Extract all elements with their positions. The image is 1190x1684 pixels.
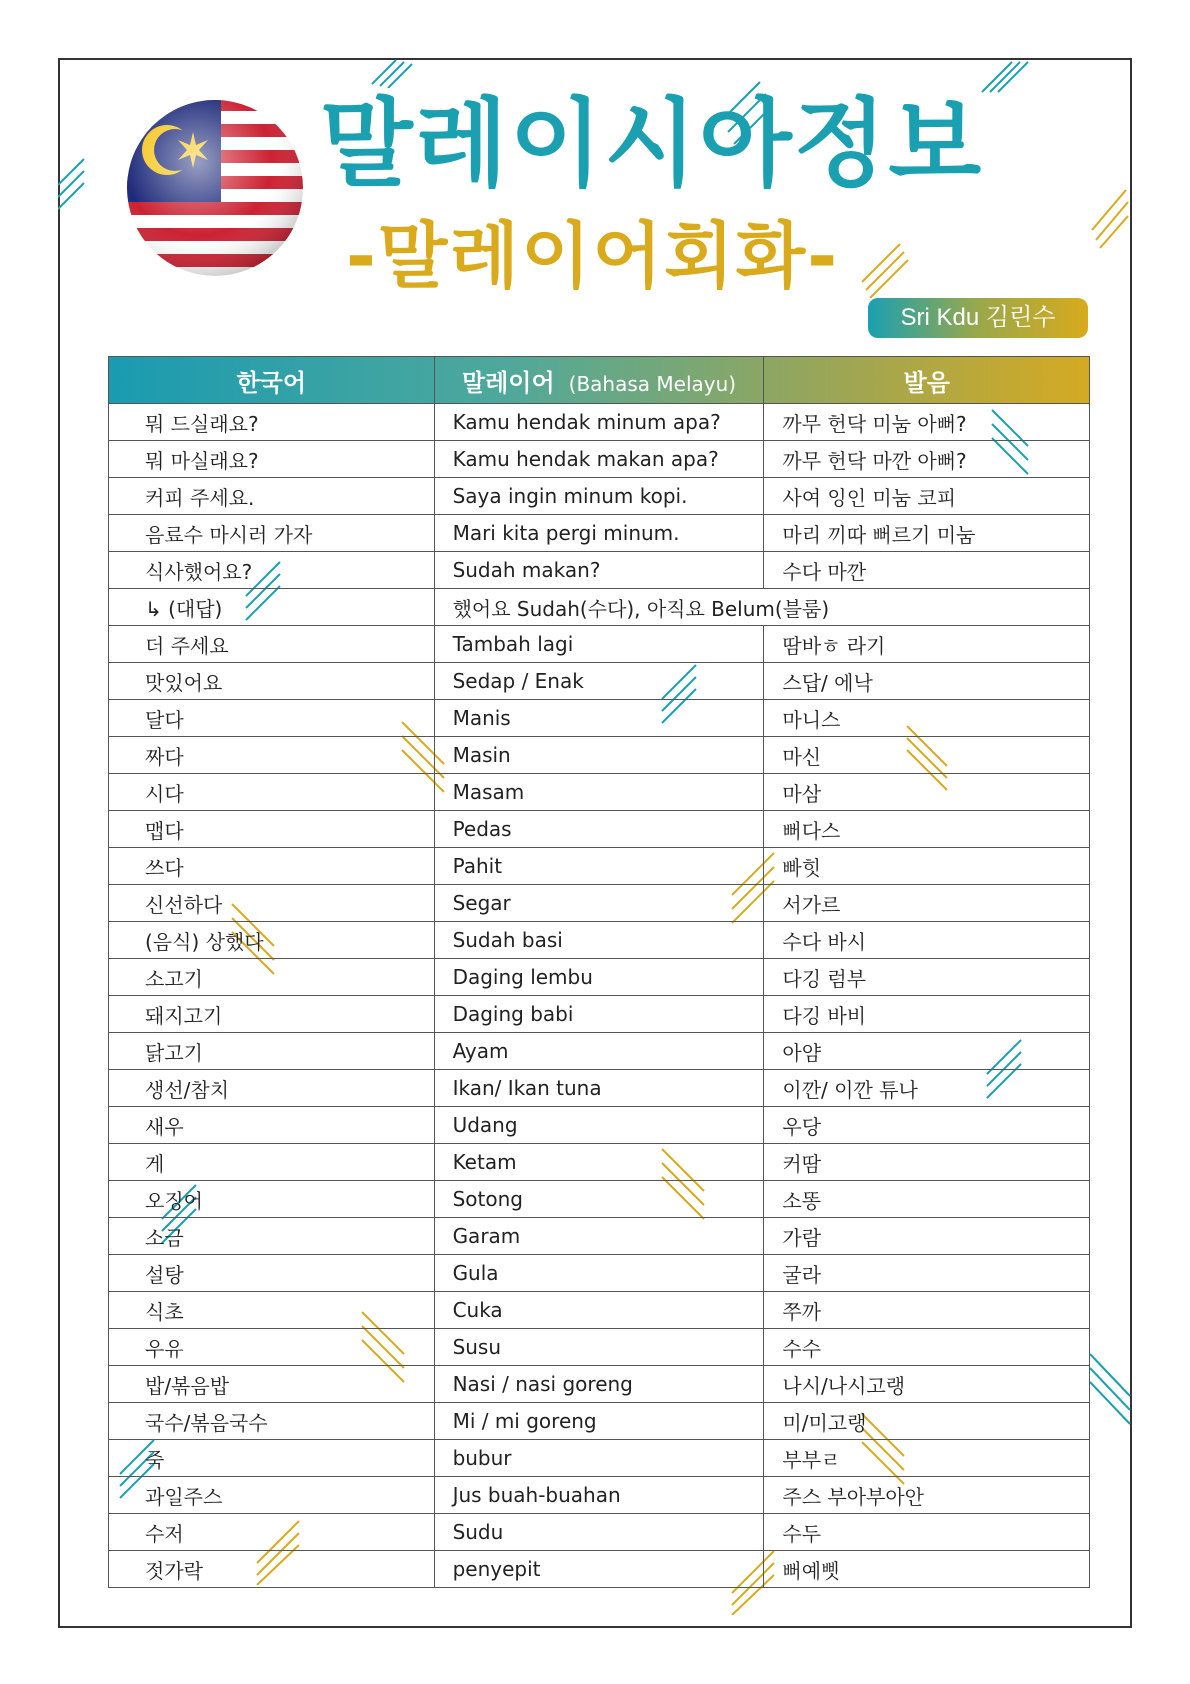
pronunciation-cell: 마신 (764, 737, 1090, 774)
decor-lines-table12 (1088, 1350, 1132, 1430)
table-row (109, 404, 1090, 441)
pronunciation-cell: 스답/ 에낙 (764, 663, 1090, 700)
pronunciation-cell: 커땀 (764, 1144, 1090, 1181)
korean-cell: 닭고기 (109, 1033, 435, 1070)
pronunciation-cell: 수다 마깐 (764, 552, 1090, 589)
malay-cell: Ayam (434, 1033, 764, 1070)
pronunciation-cell: 마리 끼따 뻐르기 미눔 (764, 515, 1090, 552)
table-row (109, 1514, 1090, 1551)
decor-lines-left (58, 155, 88, 215)
table-row (109, 1292, 1090, 1329)
pronunciation-cell: 쭈까 (764, 1292, 1090, 1329)
korean-cell: 뭐 마실래요? (109, 441, 435, 478)
pronunciation-cell: 마삼 (764, 774, 1090, 811)
malay-cell: Mari kita pergi minum. (434, 515, 764, 552)
table-row (109, 1477, 1090, 1514)
column-header-pronunciation: 발음 (764, 357, 1090, 404)
korean-cell: 뭐 드실래요? (109, 404, 435, 441)
table-row (109, 1107, 1090, 1144)
malay-cell: penyepit (434, 1551, 764, 1588)
korean-cell: 국수/볶음국수 (109, 1403, 435, 1440)
pronunciation-cell: 땀바ㅎ 라기 (764, 626, 1090, 663)
table-row (109, 959, 1090, 996)
decor-lines-topright (980, 58, 1030, 94)
pronunciation-cell: 서가르 (764, 885, 1090, 922)
table-header-row (109, 357, 1090, 404)
malay-cell: Masam (434, 774, 764, 811)
korean-cell: 생선/참치 (109, 1070, 435, 1107)
korean-cell: 식사했어요? (109, 552, 435, 589)
page-subtitle: -말레이어회화- (346, 214, 840, 298)
malay-cell: Manis (434, 700, 764, 737)
korean-cell: 짜다 (109, 737, 435, 774)
korean-cell: 신선하다 (109, 885, 435, 922)
korean-cell: 맛있어요 (109, 663, 435, 700)
malay-cell: Daging lembu (434, 959, 764, 996)
malay-cell: Masin (434, 737, 764, 774)
malay-cell: Ketam (434, 1144, 764, 1181)
korean-cell: 젓가락 (109, 1551, 435, 1588)
pronunciation-cell: 다깅 럼부 (764, 959, 1090, 996)
table-row (109, 663, 1090, 700)
table-row (109, 848, 1090, 885)
korean-cell: 우유 (109, 1329, 435, 1366)
phrase-table (108, 356, 1090, 1588)
pronunciation-cell: 수다 바시 (764, 922, 1090, 959)
malay-cell: Kamu hendak minum apa? (434, 404, 764, 441)
malay-cell: 했어요 Sudah(수다), 아직요 Belum(블룸) (434, 589, 1089, 626)
table-row (109, 515, 1090, 552)
korean-cell: 오징어 (109, 1181, 435, 1218)
malay-cell: Tambah lagi (434, 626, 764, 663)
table-row (109, 1403, 1090, 1440)
table-row (109, 552, 1090, 589)
malay-cell: bubur (434, 1440, 764, 1477)
korean-cell: 게 (109, 1144, 435, 1181)
malay-cell: Segar (434, 885, 764, 922)
column-header-malay: 말레이어 (Bahasa Melayu) (434, 357, 764, 404)
pronunciation-cell: 우당 (764, 1107, 1090, 1144)
malay-cell: Gula (434, 1255, 764, 1292)
korean-cell: 쓰다 (109, 848, 435, 885)
table-row (109, 922, 1090, 959)
korean-cell: 새우 (109, 1107, 435, 1144)
korean-cell: 밥/볶음밥 (109, 1366, 435, 1403)
pronunciation-cell: 까무 헌닥 마깐 아뻐? (764, 441, 1090, 478)
decor-lines-right (1090, 170, 1130, 250)
pronunciation-cell: 가람 (764, 1218, 1090, 1255)
table-row (109, 996, 1090, 1033)
korean-cell: 수저 (109, 1514, 435, 1551)
table-row (109, 478, 1090, 515)
korean-cell: 과일주스 (109, 1477, 435, 1514)
malay-cell: Saya ingin minum kopi. (434, 478, 764, 515)
table-row (109, 1329, 1090, 1366)
pronunciation-cell: 수수 (764, 1329, 1090, 1366)
pronunciation-cell: 사여 잉인 미눔 코피 (764, 478, 1090, 515)
korean-cell: 커피 주세요. (109, 478, 435, 515)
malay-cell: Sudu (434, 1514, 764, 1551)
pronunciation-cell: 까무 헌닥 미눔 아뻐? (764, 404, 1090, 441)
korean-cell: ↳ (대답) (109, 589, 435, 626)
malay-cell: Mi / mi goreng (434, 1403, 764, 1440)
malaysia-flag-icon (125, 98, 305, 278)
table-row (109, 1255, 1090, 1292)
pronunciation-cell: 소똥 (764, 1181, 1090, 1218)
table-row (109, 1181, 1090, 1218)
pronunciation-cell: 마니스 (764, 700, 1090, 737)
malay-cell: Nasi / nasi goreng (434, 1366, 764, 1403)
korean-cell: 죽 (109, 1440, 435, 1477)
korean-cell: 맵다 (109, 811, 435, 848)
korean-cell: (음식) 상했다 (109, 922, 435, 959)
author-badge: Sri Kdu 김린수 (868, 298, 1088, 338)
column-header-malay-sub: (Bahasa Melayu) (568, 371, 737, 396)
table-row (109, 1033, 1090, 1070)
table-row (109, 737, 1090, 774)
table-row (109, 1366, 1090, 1403)
korean-cell: 설탕 (109, 1255, 435, 1292)
korean-cell: 더 주세요 (109, 626, 435, 663)
pronunciation-cell: 나시/나시고랭 (764, 1366, 1090, 1403)
pronunciation-cell: 미/미고랭 (764, 1403, 1090, 1440)
malay-cell: Pedas (434, 811, 764, 848)
pronunciation-cell: 주스 부아부아안 (764, 1477, 1090, 1514)
malay-cell: Jus buah-buahan (434, 1477, 764, 1514)
pronunciation-cell: 부부ㄹ (764, 1440, 1090, 1477)
pronunciation-cell: 뻐다스 (764, 811, 1090, 848)
pronunciation-cell: 빠힛 (764, 848, 1090, 885)
table-row (109, 589, 1090, 626)
pronunciation-cell: 뻐예삣 (764, 1551, 1090, 1588)
table-row (109, 774, 1090, 811)
korean-cell: 음료수 마시러 가자 (109, 515, 435, 552)
korean-cell: 식초 (109, 1292, 435, 1329)
pronunciation-cell: 수두 (764, 1514, 1090, 1551)
malay-cell: Daging babi (434, 996, 764, 1033)
korean-cell: 달다 (109, 700, 435, 737)
table-row (109, 1144, 1090, 1181)
korean-cell: 소금 (109, 1218, 435, 1255)
malay-cell: Susu (434, 1329, 764, 1366)
table-row (109, 1551, 1090, 1588)
malay-cell: Pahit (434, 848, 764, 885)
decor-lines-top (370, 58, 430, 88)
malay-cell: Ikan/ Ikan tuna (434, 1070, 764, 1107)
pronunciation-cell: 이깐/ 이깐 튜나 (764, 1070, 1090, 1107)
table-row (109, 700, 1090, 737)
table-row (109, 626, 1090, 663)
table-body (109, 404, 1090, 1588)
table-row (109, 811, 1090, 848)
pronunciation-cell: 굴라 (764, 1255, 1090, 1292)
malay-cell: Cuka (434, 1292, 764, 1329)
table-row (109, 1218, 1090, 1255)
malay-cell: Sudah makan? (434, 552, 764, 589)
table-row (109, 885, 1090, 922)
table-row (109, 1070, 1090, 1107)
malay-cell: Sudah basi (434, 922, 764, 959)
pronunciation-cell: 다깅 바비 (764, 996, 1090, 1033)
table-row (109, 441, 1090, 478)
pronunciation-cell: 아얌 (764, 1033, 1090, 1070)
malay-cell: Sotong (434, 1181, 764, 1218)
malay-cell: Kamu hendak makan apa? (434, 441, 764, 478)
korean-cell: 돼지고기 (109, 996, 435, 1033)
korean-cell: 시다 (109, 774, 435, 811)
malay-cell: Garam (434, 1218, 764, 1255)
table-row (109, 1440, 1090, 1477)
korean-cell: 소고기 (109, 959, 435, 996)
page-title: 말레이시아정보 (320, 88, 984, 200)
malay-cell: Sedap / Enak (434, 663, 764, 700)
malay-cell: Udang (434, 1107, 764, 1144)
decor-lines-sub (860, 238, 910, 298)
column-header-korean: 한국어 (109, 357, 435, 404)
